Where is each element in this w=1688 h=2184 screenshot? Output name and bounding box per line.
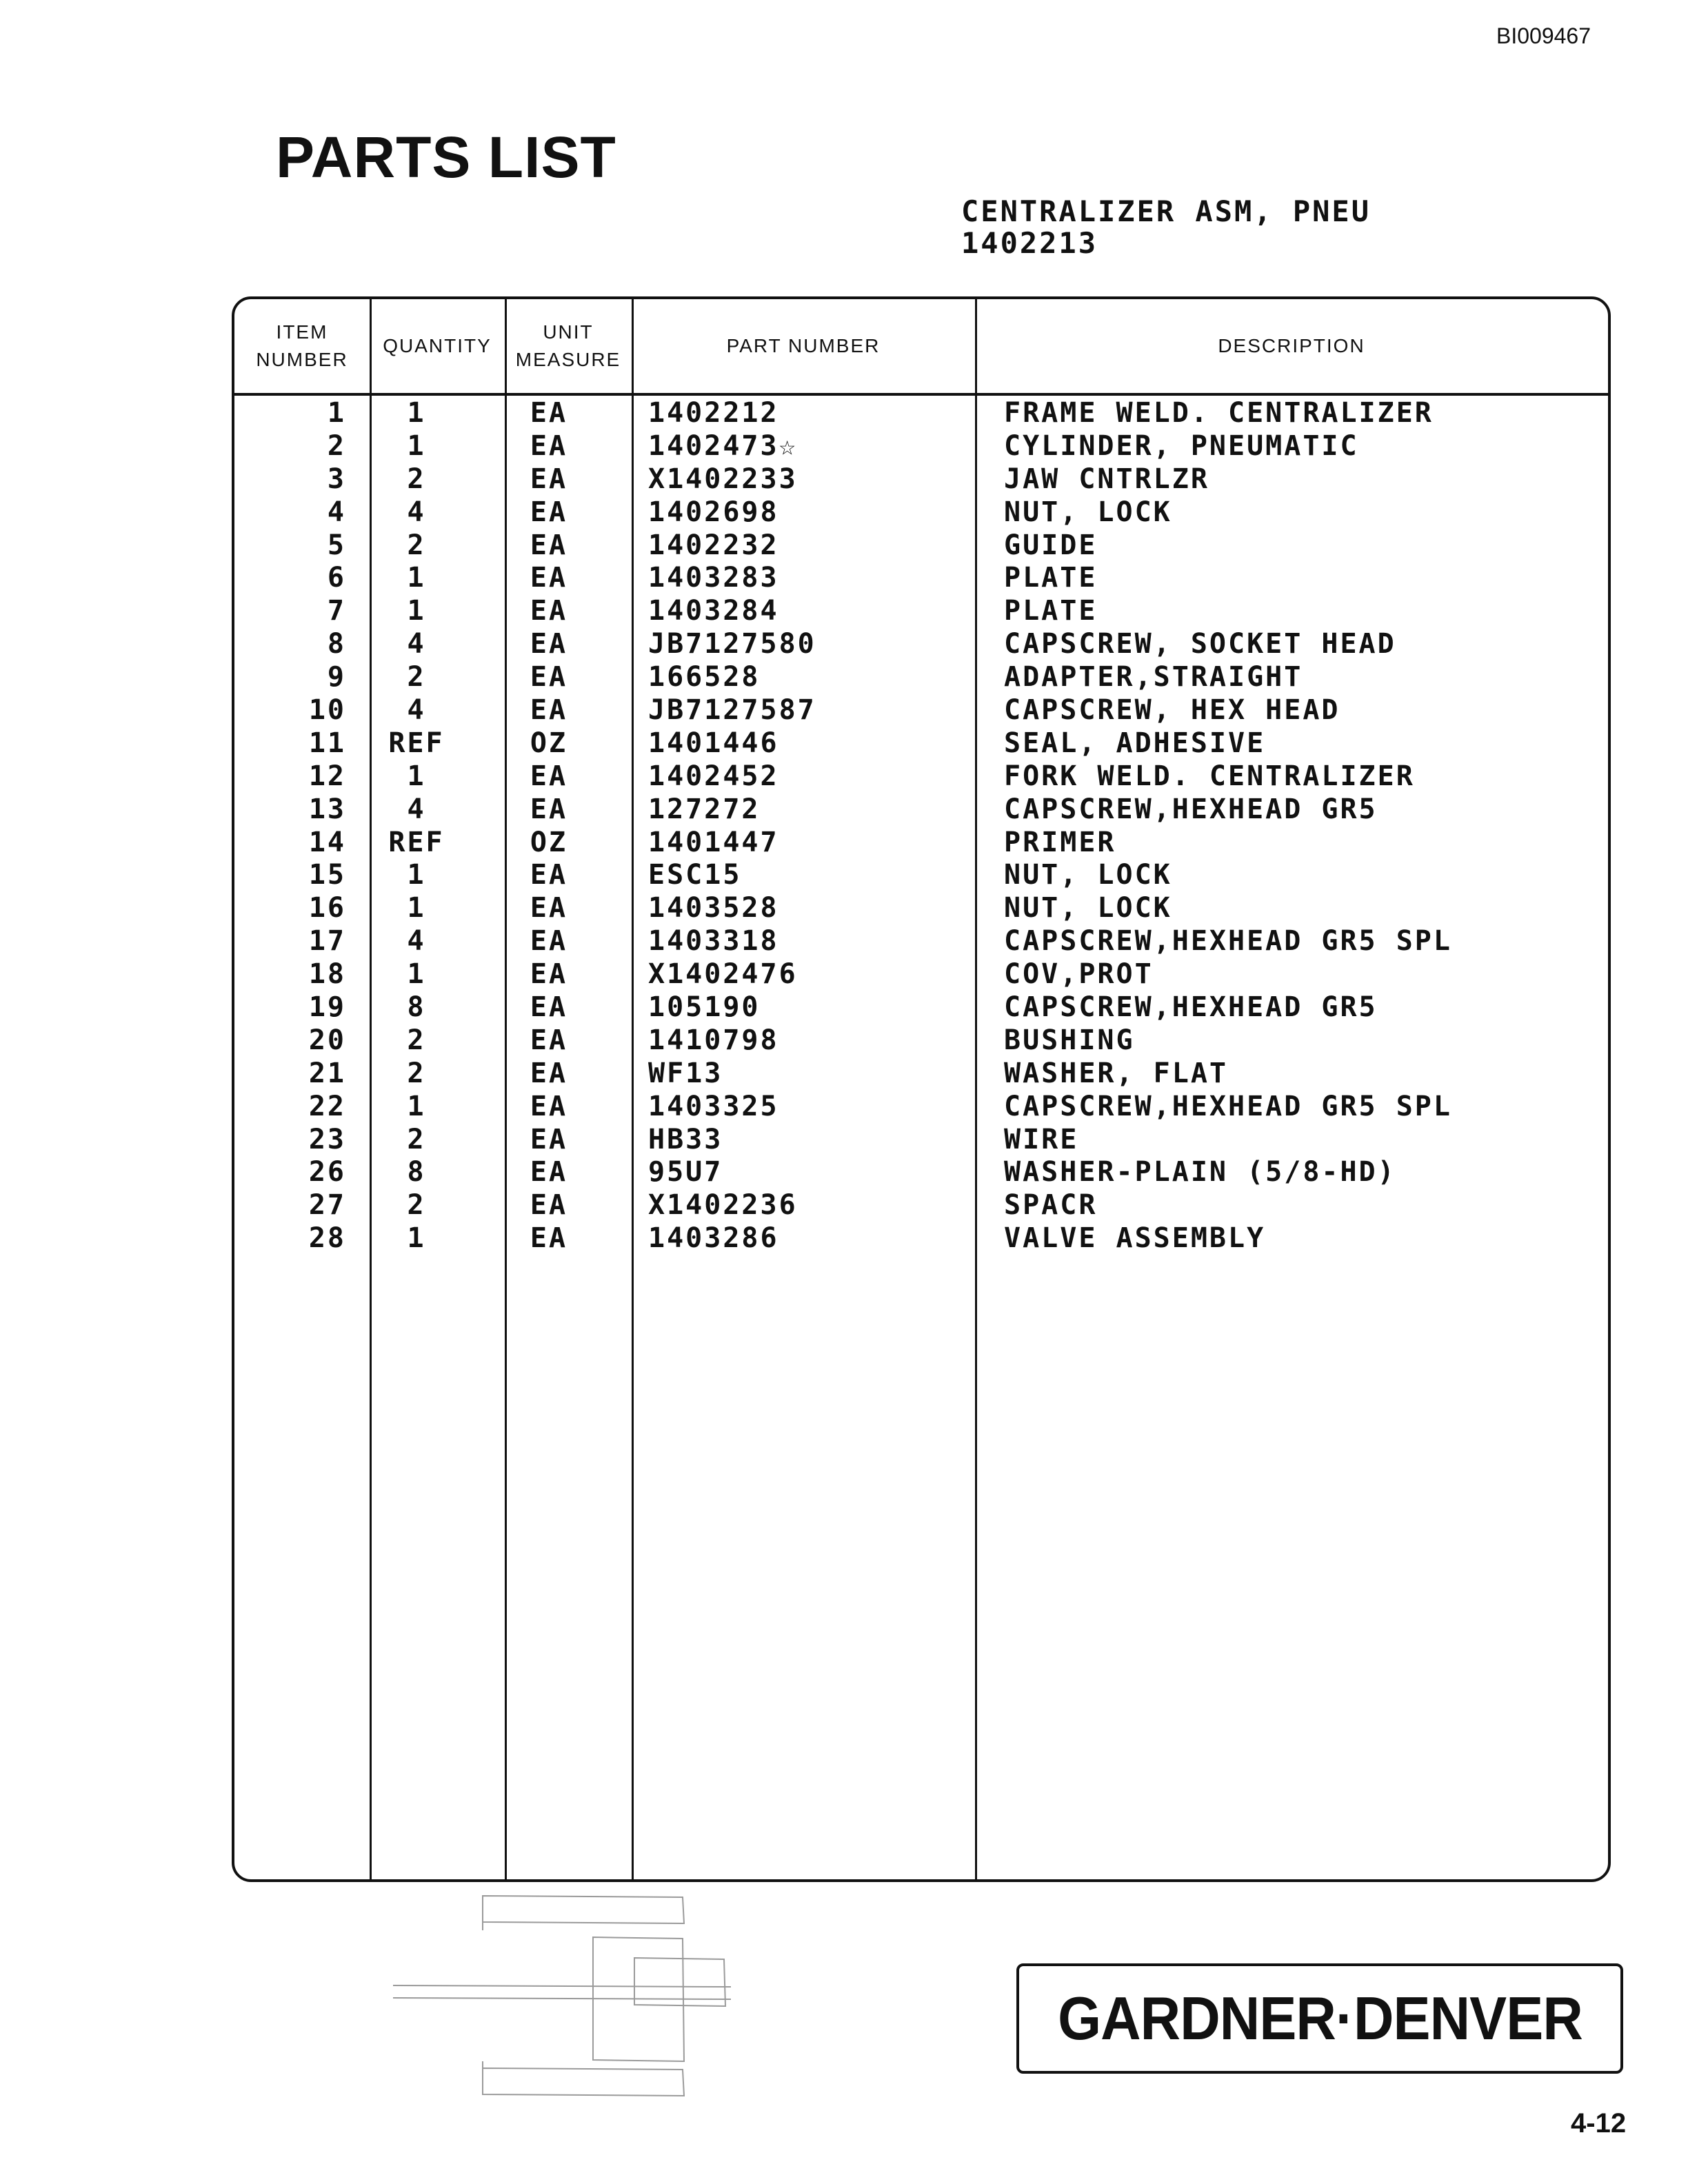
item-number-cell: 12: [308, 760, 346, 792]
brand-name: GARDNER·DENVER: [1057, 1984, 1582, 2052]
unit-measure-cell: EA: [530, 1222, 568, 1255]
quantity-cell: 8: [407, 991, 426, 1024]
unit-measure-cell: EA: [530, 1156, 568, 1189]
unit-measure-cell: EA: [530, 694, 568, 727]
assembly-sketch: [372, 1889, 745, 2116]
table-row: [234, 827, 1608, 860]
part-number-cell: 1410798: [648, 1024, 779, 1056]
part-number-cell: X1402476: [648, 958, 798, 991]
item-number-cell: 13: [308, 793, 346, 825]
part-number-cell: 1402698: [648, 496, 779, 528]
unit-measure-cell: EA: [530, 925, 568, 958]
header-part-number: PART NUMBER: [726, 335, 881, 356]
unit-measure-cell: EA: [530, 892, 568, 924]
description-cell: WASHER, FLAT: [1004, 1057, 1228, 1089]
table-row: [234, 1124, 1608, 1157]
part-number-cell: 1403283: [648, 562, 779, 594]
part-number-cell: X1402236: [648, 1189, 798, 1222]
header-unit-measure: UNIT MEASURE: [515, 321, 621, 370]
table-row: [234, 1156, 1608, 1189]
part-number-cell: 105190: [648, 991, 761, 1024]
quantity-cell: 4: [407, 793, 426, 825]
description-cell: NUT, LOCK: [1004, 892, 1172, 924]
table-row: [234, 958, 1608, 991]
item-number-cell: 2: [327, 429, 346, 462]
item-number-cell: 15: [308, 859, 346, 891]
item-number-cell: 16: [308, 892, 346, 924]
description-cell: WASHER-PLAIN (5/8-HD): [1004, 1156, 1396, 1189]
description-cell: CAPSCREW,HEXHEAD GR5: [1004, 991, 1378, 1024]
table-row: [234, 925, 1608, 958]
quantity-cell: 2: [407, 1024, 426, 1056]
part-number-cell: 166528: [648, 661, 761, 694]
quantity-cell: 1: [407, 397, 426, 429]
item-number-cell: 23: [308, 1123, 346, 1155]
part-number-cell: 1401447: [648, 826, 779, 858]
part-number-cell: 1403284: [648, 595, 779, 627]
item-number-cell: 9: [327, 661, 346, 694]
item-number-cell: 11: [308, 727, 346, 759]
part-number-cell: JB7127587: [648, 694, 816, 727]
part-number-cell: WF13: [648, 1057, 723, 1089]
item-number-cell: 5: [327, 529, 346, 561]
quantity-cell: REF: [388, 727, 445, 759]
quantity-cell: 8: [407, 1156, 426, 1189]
quantity-cell: 4: [407, 628, 426, 660]
description-cell: SEAL, ADHESIVE: [1004, 727, 1266, 759]
unit-measure-cell: EA: [530, 793, 568, 825]
quantity-cell: 1: [407, 760, 426, 792]
unit-measure-cell: EA: [530, 1189, 568, 1222]
item-number-cell: 4: [327, 496, 346, 528]
description-cell: FORK WELD. CENTRALIZER: [1004, 760, 1415, 792]
table-row: [234, 727, 1608, 760]
table-row: [234, 562, 1608, 595]
description-cell: VALVE ASSEMBLY: [1004, 1222, 1266, 1255]
table-row: [234, 661, 1608, 694]
part-number-cell: 1403528: [648, 892, 779, 924]
unit-measure-cell: EA: [530, 1123, 568, 1155]
description-cell: PRIMER: [1004, 826, 1116, 858]
table-row: [234, 595, 1608, 628]
part-number-cell: X1402233: [648, 463, 798, 495]
quantity-cell: 1: [407, 1090, 426, 1122]
table-row: [234, 1058, 1608, 1091]
table-row: [234, 1189, 1608, 1222]
assembly-number: 1402213: [961, 226, 1098, 260]
item-number-cell: 20: [308, 1024, 346, 1056]
unit-measure-cell: EA: [530, 661, 568, 694]
parts-table: [232, 296, 1611, 1882]
part-number-cell: 1402473☆: [648, 429, 798, 462]
part-number-cell: 1402452: [648, 760, 779, 792]
part-number-cell: 1403318: [648, 925, 779, 958]
description-cell: CAPSCREW, HEX HEAD: [1004, 694, 1340, 727]
item-number-cell: 26: [308, 1156, 346, 1189]
unit-measure-cell: EA: [530, 496, 568, 528]
item-number-cell: 1: [327, 397, 346, 429]
description-cell: CAPSCREW,HEXHEAD GR5 SPL: [1004, 925, 1452, 958]
table-row: [234, 496, 1608, 529]
unit-measure-cell: EA: [530, 1090, 568, 1122]
description-cell: CAPSCREW,HEXHEAD GR5: [1004, 793, 1378, 825]
quantity-cell: 1: [407, 892, 426, 924]
table-row: [234, 991, 1608, 1024]
item-number-cell: 3: [327, 463, 346, 495]
quantity-cell: 2: [407, 1123, 426, 1155]
quantity-cell: 1: [407, 562, 426, 594]
table-row: [234, 1222, 1608, 1255]
table-row: [234, 760, 1608, 793]
part-number-cell: ESC15: [648, 859, 742, 891]
item-number-cell: 18: [308, 958, 346, 991]
quantity-cell: 1: [407, 859, 426, 891]
quantity-cell: 4: [407, 694, 426, 727]
item-number-cell: 17: [308, 925, 346, 958]
table-body: [234, 397, 1608, 1255]
unit-measure-cell: EA: [530, 859, 568, 891]
unit-measure-cell: EA: [530, 595, 568, 627]
quantity-cell: 4: [407, 496, 426, 528]
table-row: [234, 793, 1608, 827]
unit-measure-cell: EA: [530, 463, 568, 495]
unit-measure-cell: EA: [530, 760, 568, 792]
quantity-cell: REF: [388, 826, 445, 858]
quantity-cell: 1: [407, 1222, 426, 1255]
assembly-heading: [961, 196, 1371, 259]
unit-measure-cell: EA: [530, 958, 568, 991]
item-number-cell: 10: [308, 694, 346, 727]
page-title: PARTS LIST: [276, 125, 616, 190]
part-number-cell: 1403325: [648, 1090, 779, 1122]
assembly-name: CENTRALIZER ASM, PNEU: [961, 194, 1372, 228]
description-cell: CAPSCREW,HEXHEAD GR5 SPL: [1004, 1090, 1452, 1122]
part-number-cell: 127272: [648, 793, 761, 825]
description-cell: FRAME WELD. CENTRALIZER: [1004, 397, 1434, 429]
unit-measure-cell: EA: [530, 1057, 568, 1089]
unit-measure-cell: EA: [530, 562, 568, 594]
header-description: DESCRIPTION: [1218, 335, 1365, 356]
page-number: 4-12: [1571, 2108, 1627, 2138]
description-cell: NUT, LOCK: [1004, 496, 1172, 528]
quantity-cell: 2: [407, 1189, 426, 1222]
part-number-cell: 1403286: [648, 1222, 779, 1255]
table-row: [234, 529, 1608, 563]
table-row: [234, 628, 1608, 661]
quantity-cell: 2: [407, 529, 426, 561]
quantity-cell: 2: [407, 463, 426, 495]
quantity-cell: 1: [407, 429, 426, 462]
description-cell: CAPSCREW, SOCKET HEAD: [1004, 628, 1396, 660]
description-cell: ADAPTER,STRAIGHT: [1004, 661, 1303, 694]
quantity-cell: 1: [407, 958, 426, 991]
item-number-cell: 27: [308, 1189, 346, 1222]
unit-measure-cell: EA: [530, 628, 568, 660]
table-row: [234, 859, 1608, 892]
quantity-cell: 1: [407, 595, 426, 627]
item-number-cell: 7: [327, 595, 346, 627]
part-number-cell: JB7127580: [648, 628, 816, 660]
header-divider: [234, 393, 1608, 396]
table-row: [234, 397, 1608, 430]
unit-measure-cell: OZ: [530, 727, 568, 759]
part-number-cell: 1401446: [648, 727, 779, 759]
unit-measure-cell: EA: [530, 991, 568, 1024]
description-cell: JAW CNTRLZR: [1004, 463, 1209, 495]
item-number-cell: 22: [308, 1090, 346, 1122]
table-row: [234, 694, 1608, 727]
unit-measure-cell: OZ: [530, 826, 568, 858]
part-number-cell: 95U7: [648, 1156, 723, 1189]
table-row: [234, 1091, 1608, 1124]
description-cell: SPACR: [1004, 1189, 1098, 1222]
quantity-cell: 2: [407, 1057, 426, 1089]
description-cell: PLATE: [1004, 595, 1098, 627]
quantity-cell: 4: [407, 925, 426, 958]
item-number-cell: 21: [308, 1057, 346, 1089]
part-number-cell: 1402232: [648, 529, 779, 561]
description-cell: COV,PROT: [1004, 958, 1154, 991]
item-number-cell: 8: [327, 628, 346, 660]
description-cell: PLATE: [1004, 562, 1098, 594]
header-quantity: QUANTITY: [383, 335, 492, 356]
item-number-cell: 19: [308, 991, 346, 1024]
quantity-cell: 2: [407, 661, 426, 694]
unit-measure-cell: EA: [530, 429, 568, 462]
document-id: BI009467: [1496, 23, 1591, 48]
item-number-cell: 28: [308, 1222, 346, 1255]
description-cell: BUSHING: [1004, 1024, 1135, 1056]
header-item-number: ITEM NUMBER: [256, 321, 348, 370]
table-row: [234, 463, 1608, 496]
item-number-cell: 14: [308, 826, 346, 858]
table-row: [234, 430, 1608, 463]
unit-measure-cell: EA: [530, 529, 568, 561]
part-number-cell: 1402212: [648, 397, 779, 429]
description-cell: CYLINDER, PNEUMATIC: [1004, 429, 1359, 462]
description-cell: NUT, LOCK: [1004, 859, 1172, 891]
unit-measure-cell: EA: [530, 1024, 568, 1056]
table-row: [234, 1024, 1608, 1058]
description-cell: GUIDE: [1004, 529, 1098, 561]
table-row: [234, 892, 1608, 925]
unit-measure-cell: EA: [530, 397, 568, 429]
part-number-cell: HB33: [648, 1123, 723, 1155]
brand-logo: [1016, 1963, 1623, 2074]
item-number-cell: 6: [327, 562, 346, 594]
description-cell: WIRE: [1004, 1123, 1079, 1155]
